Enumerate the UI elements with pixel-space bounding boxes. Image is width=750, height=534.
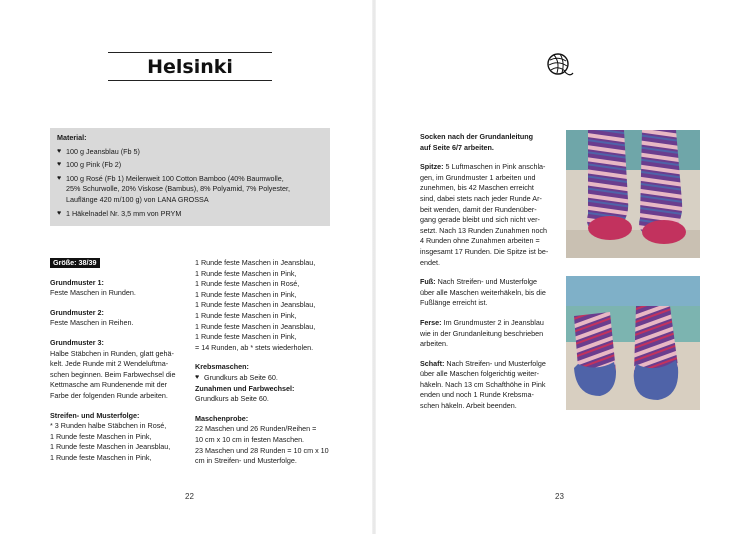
gm2-text: Feste Maschen in Reihen.	[50, 318, 134, 328]
gm3-line: Halbe Stäbchen in Runden, glatt gehä-	[50, 348, 174, 358]
spitze-line: setzt. Nach 13 Runden Zunahmen noch	[420, 225, 548, 235]
schaft-line: enden und noch 1 Runde Krebsma-	[420, 390, 534, 400]
gm2-title: Grundmuster 2:	[50, 307, 104, 317]
material-item-line: 100 g Pink (Fb 2)	[66, 160, 122, 170]
schaft-line: über alle Maschen folgerichtig weiter-	[420, 369, 540, 379]
material-heading: Material:	[57, 133, 87, 142]
gm3-text	[50, 349, 190, 402]
krebs-title: Krebsmaschen:	[195, 362, 249, 372]
zun-text: Grundkurs ab Seite 60.	[195, 394, 269, 404]
sock-photo-top	[566, 130, 700, 258]
gm3-line: Farbe der folgenden Runde arbeiten.	[50, 390, 168, 400]
stripe-row: 1 Runde feste Maschen in Jeansblau,	[195, 258, 316, 267]
yarn-ball-icon	[546, 52, 574, 78]
schaft-line: häkeln. Nach 13 cm Schafthöhe in Pink	[420, 379, 546, 389]
spitze-line: endet.	[420, 257, 440, 267]
stripe-line: * 3 Runden halbe Stäbchen in Rosé,	[50, 421, 167, 431]
heart-icon: ♥	[57, 174, 62, 182]
sock-photo-bottom	[566, 276, 700, 410]
probe-line: 10 cm x 10 cm in festen Maschen.	[195, 434, 305, 444]
ferse-line: arbeiten.	[420, 339, 448, 349]
left-column	[50, 258, 190, 464]
stripe-row: 1 Runde feste Maschen in Pink,	[195, 310, 297, 320]
stripe-row: 1 Runde feste Maschen in Rosé,	[195, 279, 300, 289]
stripe-row: 1 Runde feste Maschen in Jeansblau,	[195, 300, 316, 310]
probe-line: 23 Maschen und 28 Runden = 10 cm x 10	[195, 445, 329, 455]
stripe-row: 1 Runde feste Maschen in Pink,	[195, 268, 297, 278]
material-list	[57, 147, 323, 220]
material-item-line: 100 g Jeansblau (Fb 5)	[66, 146, 140, 156]
intro-line: Socken nach der Grundanleitung	[420, 132, 534, 141]
spitze-line: beit wenden, damit der Rundenüber-	[420, 204, 537, 214]
material-item-line: 100 g Rosé (Fb 1) Meilenweit 100 Cotton Bamboo (40% Baumwolle,	[66, 173, 284, 183]
spitze-line: gang gerade bleibt und sich nicht ver-	[420, 215, 540, 225]
spitze-title: Spitze:	[420, 162, 444, 172]
size-badge: Größe: 38/39	[50, 258, 100, 268]
heart-icon: ♥	[57, 147, 62, 155]
fuss-line: über alle Maschen weiterhäkeln, bis die	[420, 287, 546, 297]
stripe-title: Streifen- und Musterfolge:	[50, 410, 140, 420]
heart-icon: ♥	[57, 161, 62, 169]
spitze-line: 5 Luftmaschen in Pink anschla-	[443, 162, 546, 172]
stripe-row: 1 Runde feste Maschen in Jeansblau,	[195, 321, 316, 331]
stripe-rows	[195, 258, 355, 353]
gm3-line: kelt. Jede Runde mit 2 Wendeluftma-	[50, 359, 169, 369]
ferse-line: wie in der Grundanleitung beschrieben	[420, 328, 544, 338]
probe-line: cm in Streifen- und Musterfolge.	[195, 456, 297, 466]
stripe-row: = 14 Runden, ab * stets wiederholen.	[195, 342, 314, 352]
zun-title: Zunahmen und Farbwechsel:	[195, 383, 295, 393]
intro-text	[420, 132, 560, 153]
stripe-row: 1 Runde feste Maschen in Pink,	[195, 289, 297, 299]
stripe-line: 1 Runde feste Maschen in Jeansblau,	[50, 442, 171, 452]
middle-column	[195, 258, 355, 467]
gm3-line: Kettmasche am Rundenende mit der	[50, 380, 168, 390]
heart-icon: ♥	[195, 373, 200, 381]
material-item	[57, 174, 323, 206]
probe-text	[195, 424, 355, 466]
ferse-title: Ferse:	[420, 317, 442, 327]
schaft-line: schen häkeln. Arbeit beenden.	[420, 401, 517, 411]
fuss-title: Fuß:	[420, 277, 436, 287]
right-column	[420, 132, 560, 412]
probe-title: Maschenprobe:	[195, 413, 249, 423]
intro-line: auf Seite 6/7 arbeiten.	[420, 142, 494, 152]
title-rule-bottom	[108, 80, 272, 81]
heart-icon: ♥	[57, 209, 62, 217]
fuss-block	[420, 277, 560, 309]
spitze-line: gen, im Grundmuster 1 arbeiten und	[420, 172, 536, 182]
material-box	[50, 128, 330, 226]
title-rule-top	[108, 52, 272, 53]
material-item-line: 1 Häkelnadel Nr. 3,5 mm von PRYM	[66, 208, 182, 218]
schaft-block	[420, 359, 560, 412]
material-item-line: 25% Schurwolle, 20% Viskose (Bambus), 8% Polyamid, 7% Polyester,	[66, 184, 290, 194]
stripe-text	[50, 421, 190, 463]
schaft-title: Schaft:	[420, 358, 445, 368]
fuss-line: Nach Streifen- und Musterfolge	[435, 277, 538, 287]
material-item	[57, 160, 323, 171]
fuss-line: Fußlänge erreicht ist.	[420, 298, 488, 308]
probe-line: 22 Maschen und 26 Runden/Reihen =	[195, 424, 317, 434]
material-item	[57, 209, 323, 220]
spitze-line: zunehmen, bis 42 Maschen erreicht	[420, 183, 534, 193]
spitze-line: sind, dabei stets nach jeder Runde Ar-	[420, 193, 542, 203]
ferse-block	[420, 318, 560, 350]
material-item	[57, 147, 323, 158]
page-number-right: 23	[555, 492, 564, 501]
stripe-row: 1 Runde feste Maschen in Pink,	[195, 332, 297, 342]
gm3-title: Grundmuster 3:	[50, 337, 104, 347]
material-item-line: Lauflänge 420 m/100 g) von LANA GROSSA	[66, 194, 209, 204]
page-gutter	[372, 0, 376, 534]
spitze-line: 4 Runden ohne Zunahmen arbeiten =	[420, 236, 540, 246]
spitze-block	[420, 162, 560, 268]
stripe-line: 1 Runde feste Maschen in Pink,	[50, 452, 152, 462]
gm3-line: schen beginnen. Beim Farbwechsel die	[50, 369, 176, 379]
krebs-text: Grundkurs ab Seite 60.	[204, 372, 278, 382]
page-title: Helsinki	[147, 56, 233, 78]
ferse-line: Im Grundmuster 2 in Jeansblau	[441, 317, 544, 327]
gm1-title: Grundmuster 1:	[50, 277, 104, 287]
page-number-left: 22	[185, 492, 194, 501]
stripe-line: 1 Runde feste Maschen in Pink,	[50, 431, 152, 441]
gm1-text: Feste Maschen in Runden.	[50, 288, 136, 298]
spitze-line: insgesamt 17 Runden. Die Spitze ist be-	[420, 246, 549, 256]
schaft-line: Nach Streifen- und Musterfolge	[444, 358, 546, 368]
